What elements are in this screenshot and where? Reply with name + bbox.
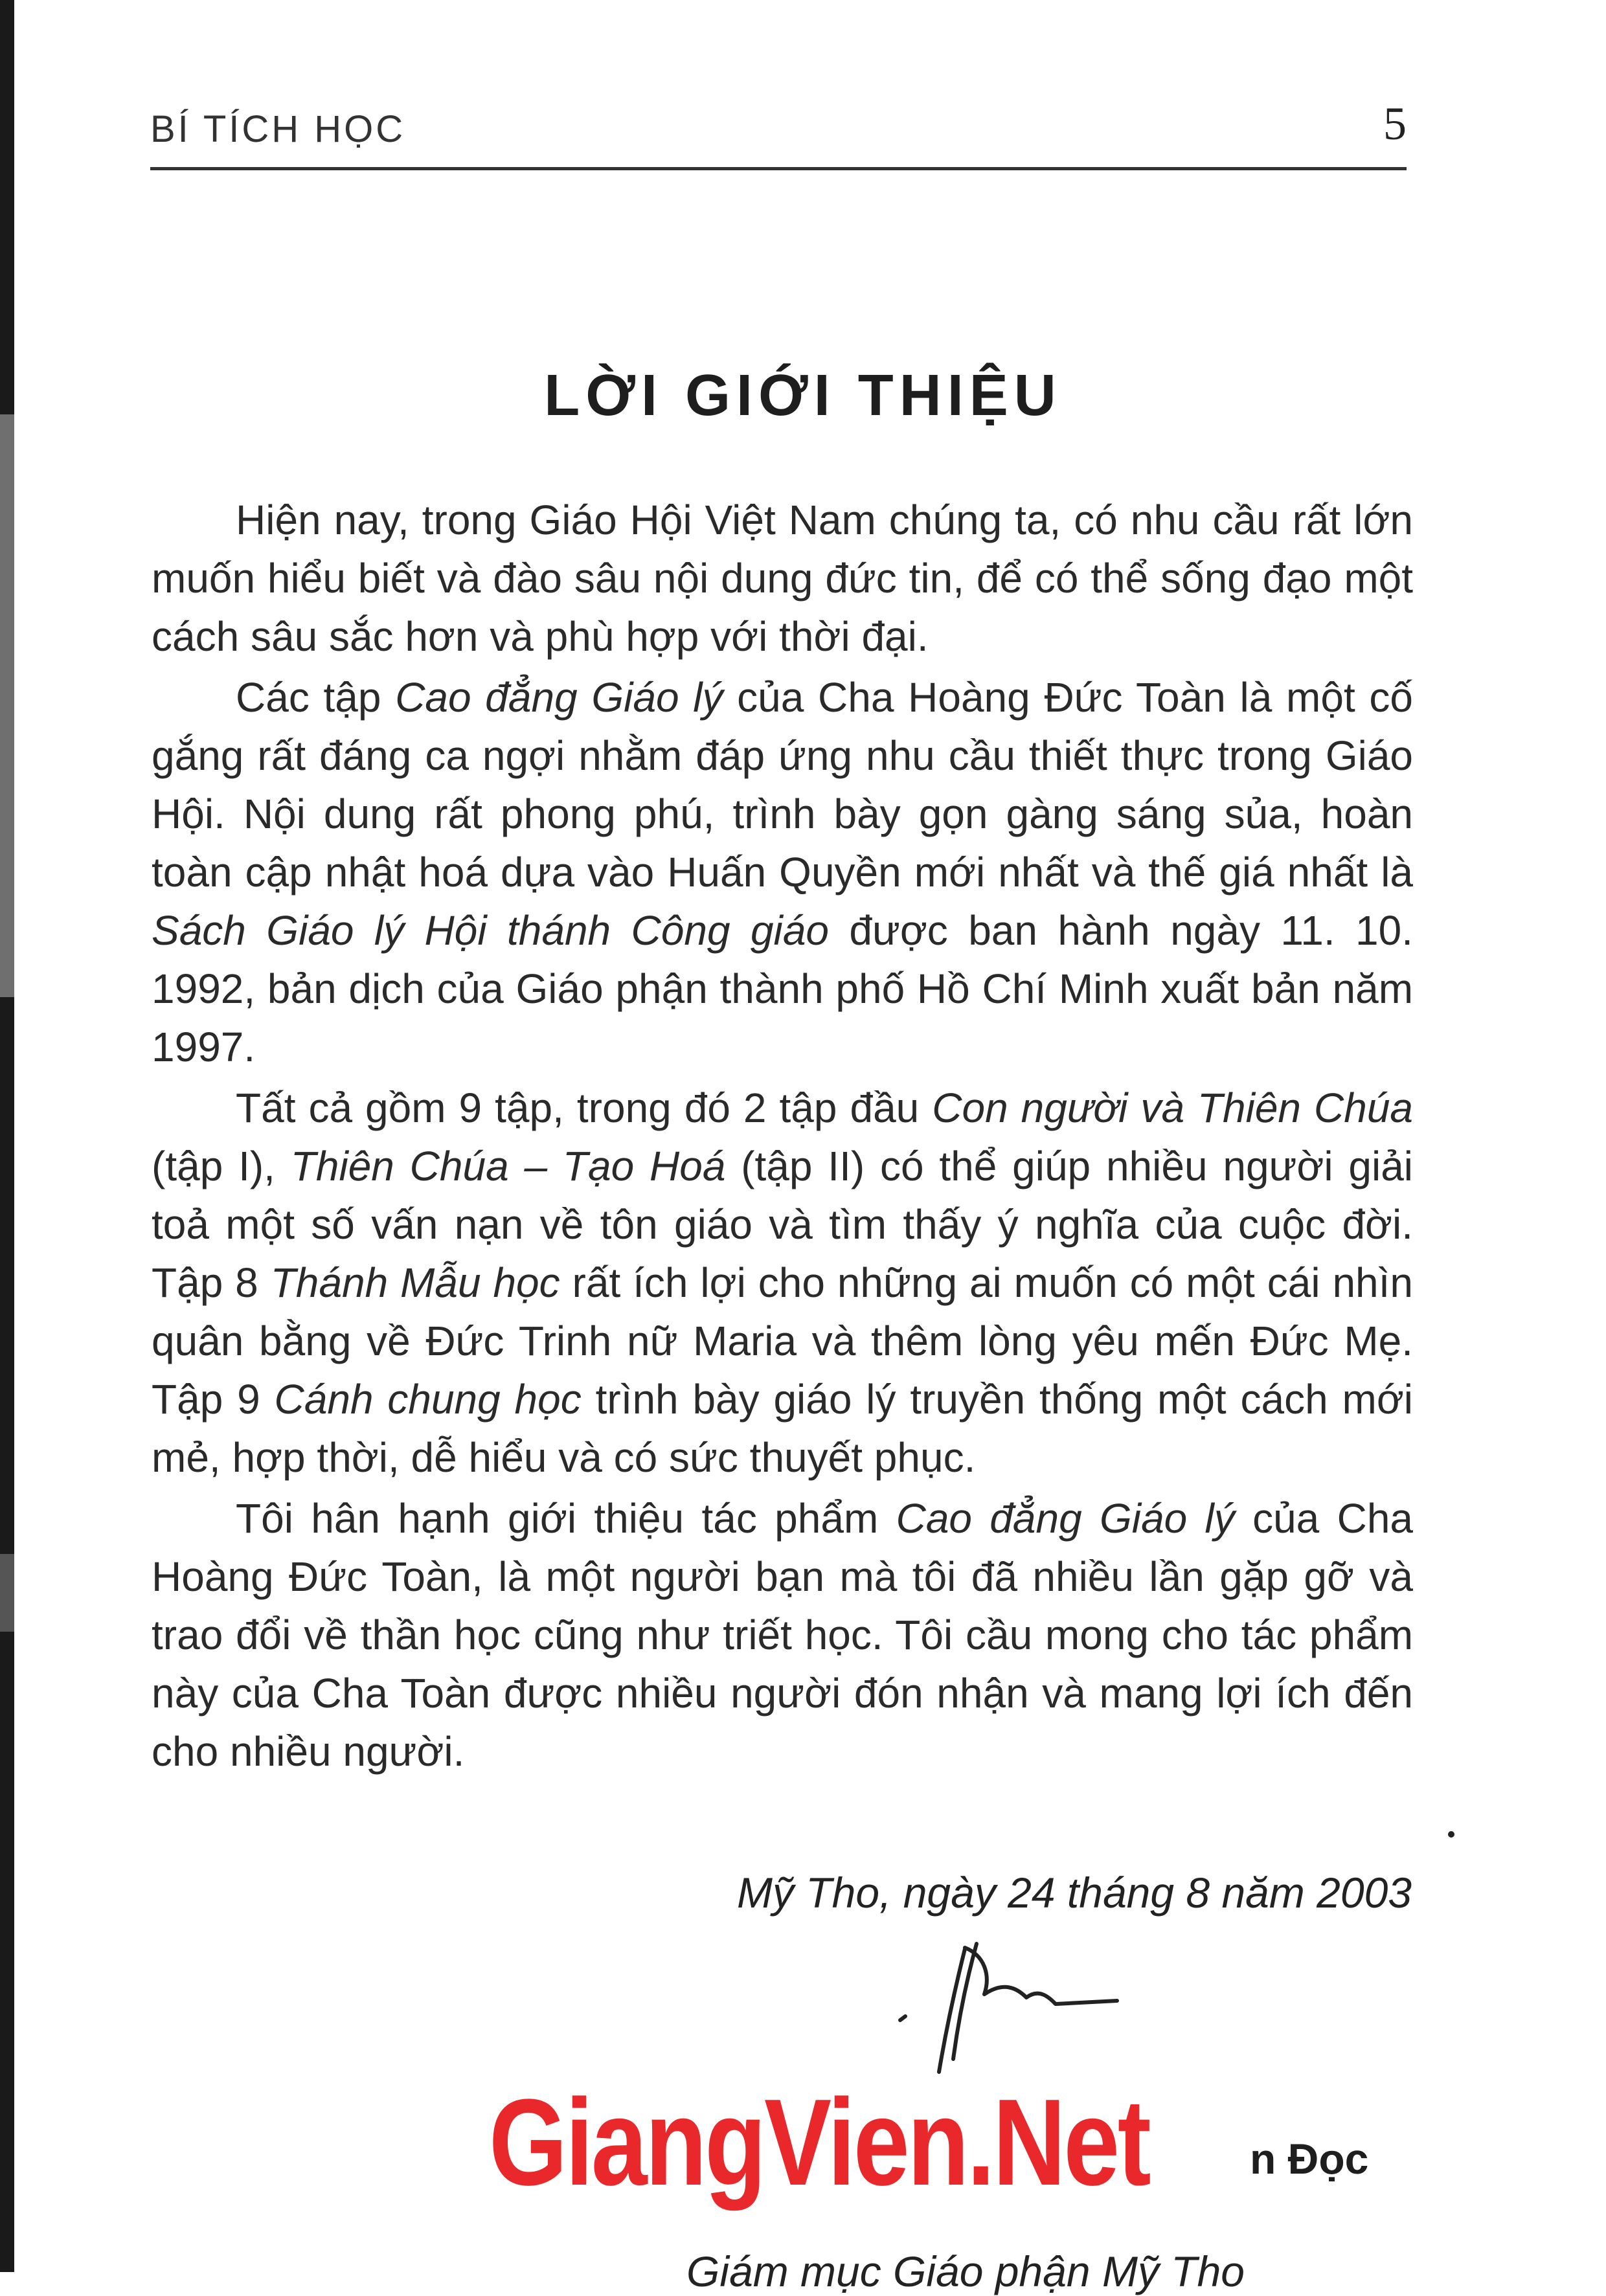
p3-book-title-2: Thiên Chúa – Tạo Hoá — [290, 1143, 726, 1189]
p3-book-title-3: Thánh Mẫu học — [270, 1259, 560, 1306]
p3-text-a: Tất cả gồm 9 tập, trong đó 2 tập đầu — [236, 1085, 933, 1131]
body-text — [152, 491, 1413, 1783]
stray-dot — [1448, 1831, 1454, 1838]
scan-spine-edge — [0, 0, 14, 2272]
dateline: Mỹ Tho, ngày 24 tháng 8 năm 2003 — [736, 1869, 1412, 1917]
watermark-logo: GiangVien.Net — [489, 2074, 1149, 2211]
paragraph-2 — [152, 668, 1413, 1076]
paragraph-4 — [152, 1489, 1413, 1781]
paragraph-3 — [152, 1079, 1413, 1487]
p2-text-a: Các tập — [236, 674, 396, 721]
p3-book-title-1: Con người và Thiên Chúa — [932, 1085, 1414, 1131]
p4-book-title: Cao đẳng Giáo lý — [896, 1495, 1235, 1542]
p2-book-title-1: Cao đẳng Giáo lý — [395, 674, 723, 721]
running-head: BÍ TÍCH HỌC — [150, 108, 406, 150]
page-number: 5 — [1383, 98, 1407, 150]
header-rule — [150, 167, 1407, 170]
page-header — [150, 97, 1407, 168]
p3-text-e: (tập II) có thể giúp nhiều người giải toả một số vấn nạn về tôn giáo và tìm thấy ý nghĩa của cuộc đời. Tập 8 — [152, 1143, 1414, 1306]
p4-text-c: của Cha Hoàng Đức Toàn, là một người bạn mà tôi đã nhiều lần gặp gỡ và trao đổi về thần học cũng như triết học. Tôi cầu mong cho tác phẩm này của Cha Toàn được nhiều người đón nhận và mang lợi ích đến cho nhiều người. — [152, 1495, 1414, 1775]
p3-text-i: trình bày giáo lý truyền thống một cách mới mẻ, hợp thời, dễ hiểu và có sức thuyết phục. — [152, 1376, 1414, 1481]
signer-title: Giám mục Giáo phận Mỹ Tho — [686, 2247, 1245, 2295]
paragraph-1 — [152, 491, 1413, 666]
page-title: LỜI GIỚI THIỆU — [544, 363, 1062, 428]
p2-text-c: của Cha Hoàng Đức Toàn là một cố gắng rất đáng ca ngợi nhằm đáp ứng nhu cầu thiết thực trong Giáo Hội. Nội dung rất phong phú, trình bày gọn gàng sáng sủa, hoàn toàn cập nhật hoá dựa vào Huấn Quyền mới nhất và thế giá nhất là — [152, 674, 1414, 895]
p3-book-title-4: Cánh chung học — [274, 1376, 582, 1423]
paragraph-1-text: Hiện nay, trong Giáo Hội Việt Nam chúng ta, có nhu cầu rất lớn muốn hiểu biết và đào sâu nội dung đức tin, để có thể sống đạo một cách sâu sắc hơn và phù hợp với thời đại. — [152, 497, 1413, 660]
handwritten-signature — [894, 1936, 1127, 2085]
signer-name: n Đọc — [1250, 2135, 1369, 2183]
p3-text-c: (tập I), — [152, 1143, 291, 1189]
p3-text-g: rất ích lợi cho những ai muốn có một cái nhìn quân bằng về Đức Trinh nữ Maria và thêm lòng yêu mến Đức Mẹ. Tập 9 — [152, 1259, 1414, 1423]
scan-spine-shadow — [0, 414, 14, 997]
p2-text-e: được ban hành ngày 11. 10. 1992, bản dịch của Giáo phận thành phố Hồ Chí Minh xuất bản năm 1997. — [152, 907, 1414, 1070]
scan-spine-shadow-lower — [0, 1554, 14, 1632]
p4-text-a: Tôi hân hạnh giới thiệu tác phẩm — [236, 1495, 896, 1542]
p2-book-title-2: Sách Giáo lý Hội thánh Công giáo — [152, 907, 829, 954]
